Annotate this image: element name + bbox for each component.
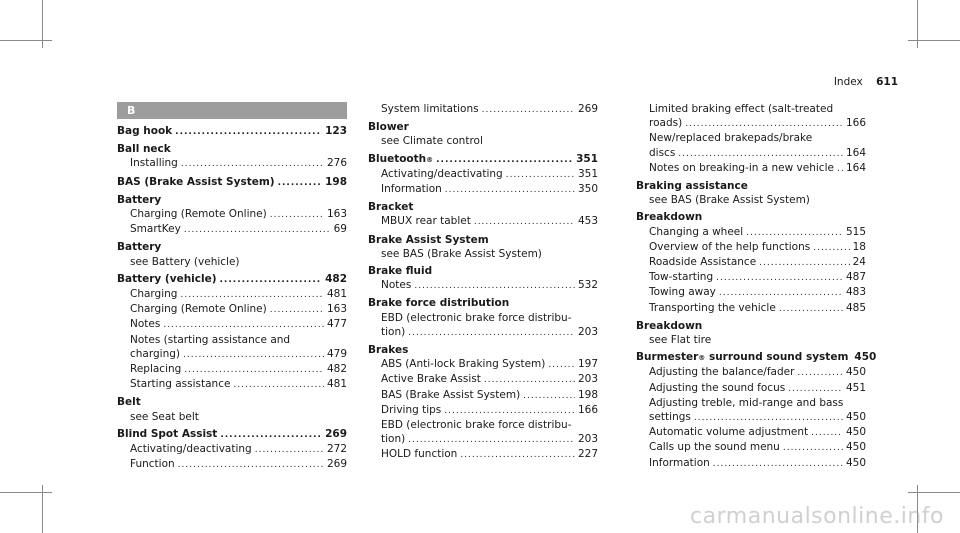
- leader-dots: [270, 208, 324, 222]
- index-column-1: [117, 102, 347, 475]
- subentry-text: MBUX rear tablet: [381, 215, 471, 228]
- index-subentry[interactable]: [636, 146, 866, 161]
- leader-dots: [719, 286, 843, 300]
- index-subentry[interactable]: [636, 425, 866, 440]
- index-heading: [636, 210, 866, 224]
- leader-dots: [220, 273, 323, 287]
- index-subentry: [368, 134, 598, 148]
- subentry-text: Starting assistance: [130, 378, 231, 391]
- index-subentry[interactable]: [636, 270, 866, 285]
- leader-dots: [811, 426, 843, 440]
- index-subentry[interactable]: [368, 372, 598, 387]
- leader-dots: [184, 363, 324, 377]
- subentry-text: Installing: [130, 157, 178, 170]
- subentry-text: Notes on breaking-in a new vehicle: [649, 161, 834, 174]
- leader-dots: [482, 103, 575, 117]
- heading-text: Breakdown: [636, 211, 703, 224]
- subentry-text: Notes (starting assistance and: [130, 333, 291, 346]
- index-entry: [368, 152, 598, 198]
- heading-text: Blower: [368, 121, 409, 134]
- index-subentry[interactable]: [368, 182, 598, 197]
- heading-suffix: surround sound system: [705, 351, 849, 364]
- subentry-text: Function: [130, 458, 175, 471]
- index-entry: [368, 102, 598, 117]
- index-subentry: [117, 410, 347, 424]
- leader-dots: [474, 215, 575, 229]
- subentry-text: Adjusting the balance/fader: [649, 366, 795, 379]
- section-letter-bar: B: [117, 102, 347, 119]
- leader-dots: [813, 241, 849, 255]
- leader-dots: [408, 326, 575, 340]
- leader-dots: [184, 223, 331, 237]
- page-ref: 350: [577, 183, 598, 196]
- subentry-text: see Flat tire: [649, 334, 712, 347]
- heading-text: Ball neck: [117, 143, 171, 156]
- index-subentry[interactable]: [636, 440, 866, 455]
- page-ref: 227: [577, 448, 598, 461]
- subentry-text: Towing away: [649, 286, 716, 299]
- index-heading: [368, 343, 598, 357]
- leader-dots: [713, 457, 843, 471]
- page-ref: 123: [325, 125, 347, 137]
- index-entry: [368, 343, 598, 463]
- heading-text: Bag hook: [117, 125, 173, 137]
- subentry-text: tion): [381, 433, 406, 446]
- page-ref: 351: [576, 152, 598, 165]
- page-ref: 453: [577, 215, 598, 228]
- page-number: 611: [876, 76, 898, 88]
- index-entry: [368, 233, 598, 261]
- leader-dots: [444, 404, 575, 418]
- running-header: [834, 76, 898, 88]
- subentry-text: Roadside Assistance: [649, 256, 757, 269]
- subentry-text: Tow-starting: [649, 271, 714, 284]
- leader-dots: [414, 279, 575, 293]
- subentry-text: settings: [649, 411, 691, 424]
- index-column-2: [368, 102, 598, 466]
- crop-mark: [908, 40, 960, 41]
- index-subentry[interactable]: [636, 381, 866, 396]
- page-ref: 269: [577, 103, 598, 115]
- page-ref: 485: [845, 301, 866, 314]
- page-ref: 450: [845, 441, 866, 454]
- index-subentry[interactable]: [117, 362, 347, 377]
- index-column-3: [636, 102, 877, 474]
- subentry-text: Notes: [381, 279, 412, 292]
- subentry-text: Charging: [130, 288, 178, 301]
- leader-dots: [278, 176, 323, 190]
- heading-text: Breakdown: [636, 319, 703, 332]
- index-heading[interactable]: Burmester ® surround sound system 450: [636, 351, 877, 364]
- page-ref: 166: [577, 403, 598, 416]
- subentry-text: see Seat belt: [130, 410, 199, 423]
- page-ref: 269: [326, 458, 347, 471]
- index-subentry[interactable]: [636, 225, 866, 240]
- index-subentry: [117, 255, 347, 269]
- subentry-text: HOLD function: [381, 448, 458, 461]
- leader-dots: [183, 348, 324, 362]
- index-entry: [368, 264, 598, 293]
- page-ref: 532: [577, 279, 598, 292]
- page-ref: 198: [325, 175, 347, 188]
- heading-text: Belt: [117, 396, 141, 409]
- subentry-text: Activating/deactivating: [381, 167, 503, 180]
- index-subentry[interactable]: [368, 167, 598, 182]
- index-subentry[interactable]: [636, 161, 866, 176]
- index-heading: [368, 120, 598, 134]
- subentry-text: Automatic volume adjustment: [649, 426, 809, 439]
- leader-dots: [685, 117, 843, 131]
- index-heading: [368, 200, 598, 214]
- index-entry: [368, 200, 598, 229]
- page-ref: 482: [325, 272, 347, 285]
- leader-dots: [484, 373, 575, 387]
- subentry-text: discs: [649, 146, 676, 159]
- heading-text: Bracket: [368, 201, 414, 214]
- index-entry: [117, 124, 347, 139]
- subentry-text: Limited braking effect (salt-treated: [649, 103, 834, 115]
- leader-dots: [445, 183, 575, 197]
- leader-dots: [255, 443, 324, 457]
- index-entry: [117, 427, 347, 473]
- index-subentry: [368, 247, 598, 261]
- heading-text: Battery (vehicle): [117, 272, 217, 285]
- heading-text: Braking assistance: [636, 180, 748, 193]
- index-heading[interactable]: [117, 427, 347, 442]
- index-entry: [636, 210, 866, 315]
- page-ref: 479: [326, 347, 347, 360]
- page-ref: 69: [333, 223, 347, 236]
- page-ref: 276: [326, 157, 347, 170]
- page-ref: 450: [854, 351, 877, 364]
- heading-text: BAS (Brake Assist System): [117, 175, 275, 188]
- subentry-text: Calls up the sound menu: [649, 441, 780, 454]
- index-subentry[interactable]: [117, 222, 347, 237]
- index-subentry[interactable]: [117, 156, 347, 171]
- subentry-text: Activating/deactivating: [130, 443, 252, 456]
- index-entry: [636, 102, 866, 176]
- index-subentry[interactable]: [636, 255, 866, 270]
- index-entry: [368, 120, 598, 148]
- leader-dots: [436, 153, 573, 167]
- subentry-text: Charging (Remote Online): [130, 208, 267, 221]
- leader-dots: [837, 162, 843, 176]
- subentry-text: Changing a wheel: [649, 225, 744, 238]
- leader-dots: [548, 358, 575, 372]
- index-subentry[interactable]: [636, 240, 866, 255]
- heading-text: Blind Spot Assist: [117, 427, 218, 440]
- index-heading[interactable]: Bluetooth ® ..... 351: [368, 152, 598, 167]
- index-subentry[interactable]: [368, 447, 598, 462]
- subentry-text: see BAS (Brake Assist System): [649, 194, 810, 207]
- index-subentry: [368, 311, 598, 325]
- heading-text: Brakes: [368, 344, 409, 357]
- index-subentry[interactable]: [636, 116, 866, 131]
- index-heading: [117, 193, 347, 207]
- page-ref: 166: [845, 117, 866, 130]
- page-ref: 483: [845, 286, 866, 299]
- page-ref: 481: [326, 378, 347, 391]
- page-ref: 18: [852, 240, 866, 253]
- heading-text: Brake fluid: [368, 265, 433, 278]
- heading-text: Burmester: [636, 351, 699, 364]
- heading-text: Brake Assist System: [368, 233, 489, 246]
- watermark: carmanualsonline.info: [690, 504, 944, 529]
- leader-dots: [779, 302, 843, 316]
- leader-dots: [678, 147, 843, 161]
- page-ref: 164: [845, 146, 866, 159]
- index-subentry[interactable]: [368, 102, 598, 117]
- index-subentry[interactable]: [117, 377, 347, 392]
- index-entry: [636, 319, 866, 347]
- index-subentry[interactable]: [368, 388, 598, 403]
- index-heading[interactable]: [117, 272, 347, 287]
- index-heading: [636, 179, 866, 193]
- index-entry: [636, 350, 877, 471]
- leader-dots: [759, 256, 849, 270]
- index-subentry[interactable]: [368, 432, 598, 447]
- page-ref: 269: [325, 427, 347, 440]
- page-ref: 203: [577, 433, 598, 446]
- subentry-text: see Battery (vehicle): [130, 255, 240, 268]
- page-ref: 482: [326, 363, 347, 376]
- index-subentry[interactable]: [368, 357, 598, 372]
- page-ref: 24: [852, 256, 866, 269]
- subentry-text: Replacing: [130, 363, 182, 376]
- crop-mark: [0, 492, 52, 493]
- leader-dots: [163, 318, 324, 332]
- subentry-text: Notes: [130, 318, 161, 331]
- subentry-text: roads): [649, 117, 683, 130]
- index-subentry: [636, 396, 866, 410]
- index-heading: [368, 264, 598, 278]
- subentry-text: tion): [381, 325, 406, 338]
- subentry-text: BAS (Brake Assist System): [381, 388, 521, 401]
- subentry-text: see Climate control: [381, 135, 483, 148]
- index-entry: [117, 240, 347, 268]
- page-ref: 487: [845, 271, 866, 284]
- leader-dots: [783, 441, 843, 455]
- index-subentry: [636, 333, 866, 347]
- index-subentry[interactable]: [117, 302, 347, 317]
- subentry-text: Overview of the help functions: [649, 240, 811, 253]
- leader-dots: [408, 433, 575, 447]
- page-ref: 164: [845, 161, 866, 174]
- index-entry: [117, 142, 347, 171]
- index-entry: [117, 193, 347, 238]
- index-heading[interactable]: [117, 124, 347, 139]
- index-heading: [117, 142, 347, 156]
- leader-dots: [797, 366, 843, 380]
- subentry-text: Adjusting the sound focus: [649, 381, 786, 394]
- section-name: Index: [833, 76, 863, 88]
- index-subentry: [636, 131, 866, 145]
- subentry-text: Transporting the vehicle: [649, 301, 776, 314]
- leader-dots: [746, 226, 843, 240]
- heading-text: Battery: [117, 241, 162, 254]
- index-subentry: [636, 193, 866, 207]
- index-subentry[interactable]: [636, 456, 866, 471]
- leader-dots: [716, 271, 843, 285]
- index-subentry[interactable]: [368, 403, 598, 418]
- page-ref: 163: [326, 303, 347, 316]
- page-ref: 272: [326, 443, 347, 456]
- page-ref: 203: [577, 325, 598, 338]
- index-subentry[interactable]: [117, 442, 347, 457]
- subentry-text: charging): [130, 347, 180, 360]
- subentry-text: EBD (electronic brake force distribu-: [381, 311, 572, 324]
- leader-dots: [523, 389, 575, 403]
- index-heading: [117, 395, 347, 409]
- page-ref: 450: [845, 456, 866, 469]
- index-subentry: [117, 333, 347, 347]
- subentry-text: Adjusting treble, mid-range and bass: [649, 396, 844, 409]
- page-ref: 450: [845, 366, 866, 379]
- page-ref: 450: [845, 426, 866, 439]
- page-ref: 163: [326, 208, 347, 221]
- leader-dots: [788, 382, 843, 396]
- subentry-text: New/replaced brakepads/brake: [649, 132, 813, 145]
- index-subentry: [636, 102, 866, 116]
- subentry-text: Active Brake Assist: [381, 373, 481, 386]
- index-entry: [117, 175, 347, 190]
- index-heading: [117, 240, 347, 254]
- index-heading: [636, 319, 866, 333]
- index-heading[interactable]: [117, 175, 347, 190]
- subentry-text: SmartKey: [130, 223, 181, 236]
- subentry-text: System limitations: [381, 103, 479, 115]
- page-ref: 515: [845, 225, 866, 238]
- heading-text: Brake force distribution: [368, 297, 510, 310]
- leader-dots: [270, 303, 324, 317]
- index-entry: [117, 272, 347, 393]
- leader-dots: [233, 378, 324, 392]
- subentry-text: Information: [649, 456, 710, 469]
- crop-mark: [0, 40, 52, 41]
- subentry-text: ABS (Anti-lock Braking System): [381, 358, 546, 371]
- subentry-text: Charging (Remote Online): [130, 303, 267, 316]
- index-subentry[interactable]: [117, 457, 347, 472]
- leader-dots: [220, 428, 322, 442]
- index-subentry[interactable]: [368, 278, 598, 293]
- leader-dots: [694, 411, 843, 425]
- leader-dots: [178, 458, 324, 472]
- leader-dots: [175, 125, 322, 139]
- index-subentry: [368, 418, 598, 432]
- index-subentry[interactable]: [636, 301, 866, 316]
- page-ref: 197: [577, 358, 598, 371]
- index-entry: [636, 179, 866, 207]
- index-subentry[interactable]: [368, 214, 598, 229]
- index-subentry[interactable]: [117, 207, 347, 222]
- leader-dots: [180, 288, 323, 302]
- index-subentry[interactable]: [636, 410, 866, 425]
- subentry-text: see BAS (Brake Assist System): [381, 247, 542, 260]
- leader-dots: [460, 448, 575, 462]
- subentry-text: EBD (electronic brake force distribu-: [381, 419, 572, 432]
- index-subentry[interactable]: [636, 285, 866, 300]
- leader-dots: [181, 157, 324, 171]
- index-heading: [368, 233, 598, 247]
- page-ref: 351: [577, 167, 598, 180]
- index-heading: [368, 296, 598, 310]
- index-subentry[interactable]: [117, 317, 347, 332]
- subentry-text: Information: [381, 183, 442, 196]
- page-ref: 203: [577, 373, 598, 386]
- subentry-text: Driving tips: [381, 403, 442, 416]
- page-ref: 198: [577, 388, 598, 401]
- index-subentry[interactable]: [117, 347, 347, 362]
- page-ref: 450: [845, 411, 866, 424]
- heading-text: Battery: [117, 193, 162, 206]
- index-entry: [368, 296, 598, 340]
- crop-mark: [908, 492, 960, 493]
- page-ref: 481: [326, 288, 347, 301]
- index-entry: [117, 395, 347, 423]
- heading-text: Bluetooth: [368, 152, 427, 165]
- page-ref: 451: [845, 381, 866, 394]
- index-subentry[interactable]: [368, 325, 598, 340]
- index-subentry[interactable]: [117, 287, 347, 302]
- page-ref: 477: [326, 318, 347, 331]
- leader-dots: [506, 168, 575, 182]
- index-subentry[interactable]: [636, 365, 866, 380]
